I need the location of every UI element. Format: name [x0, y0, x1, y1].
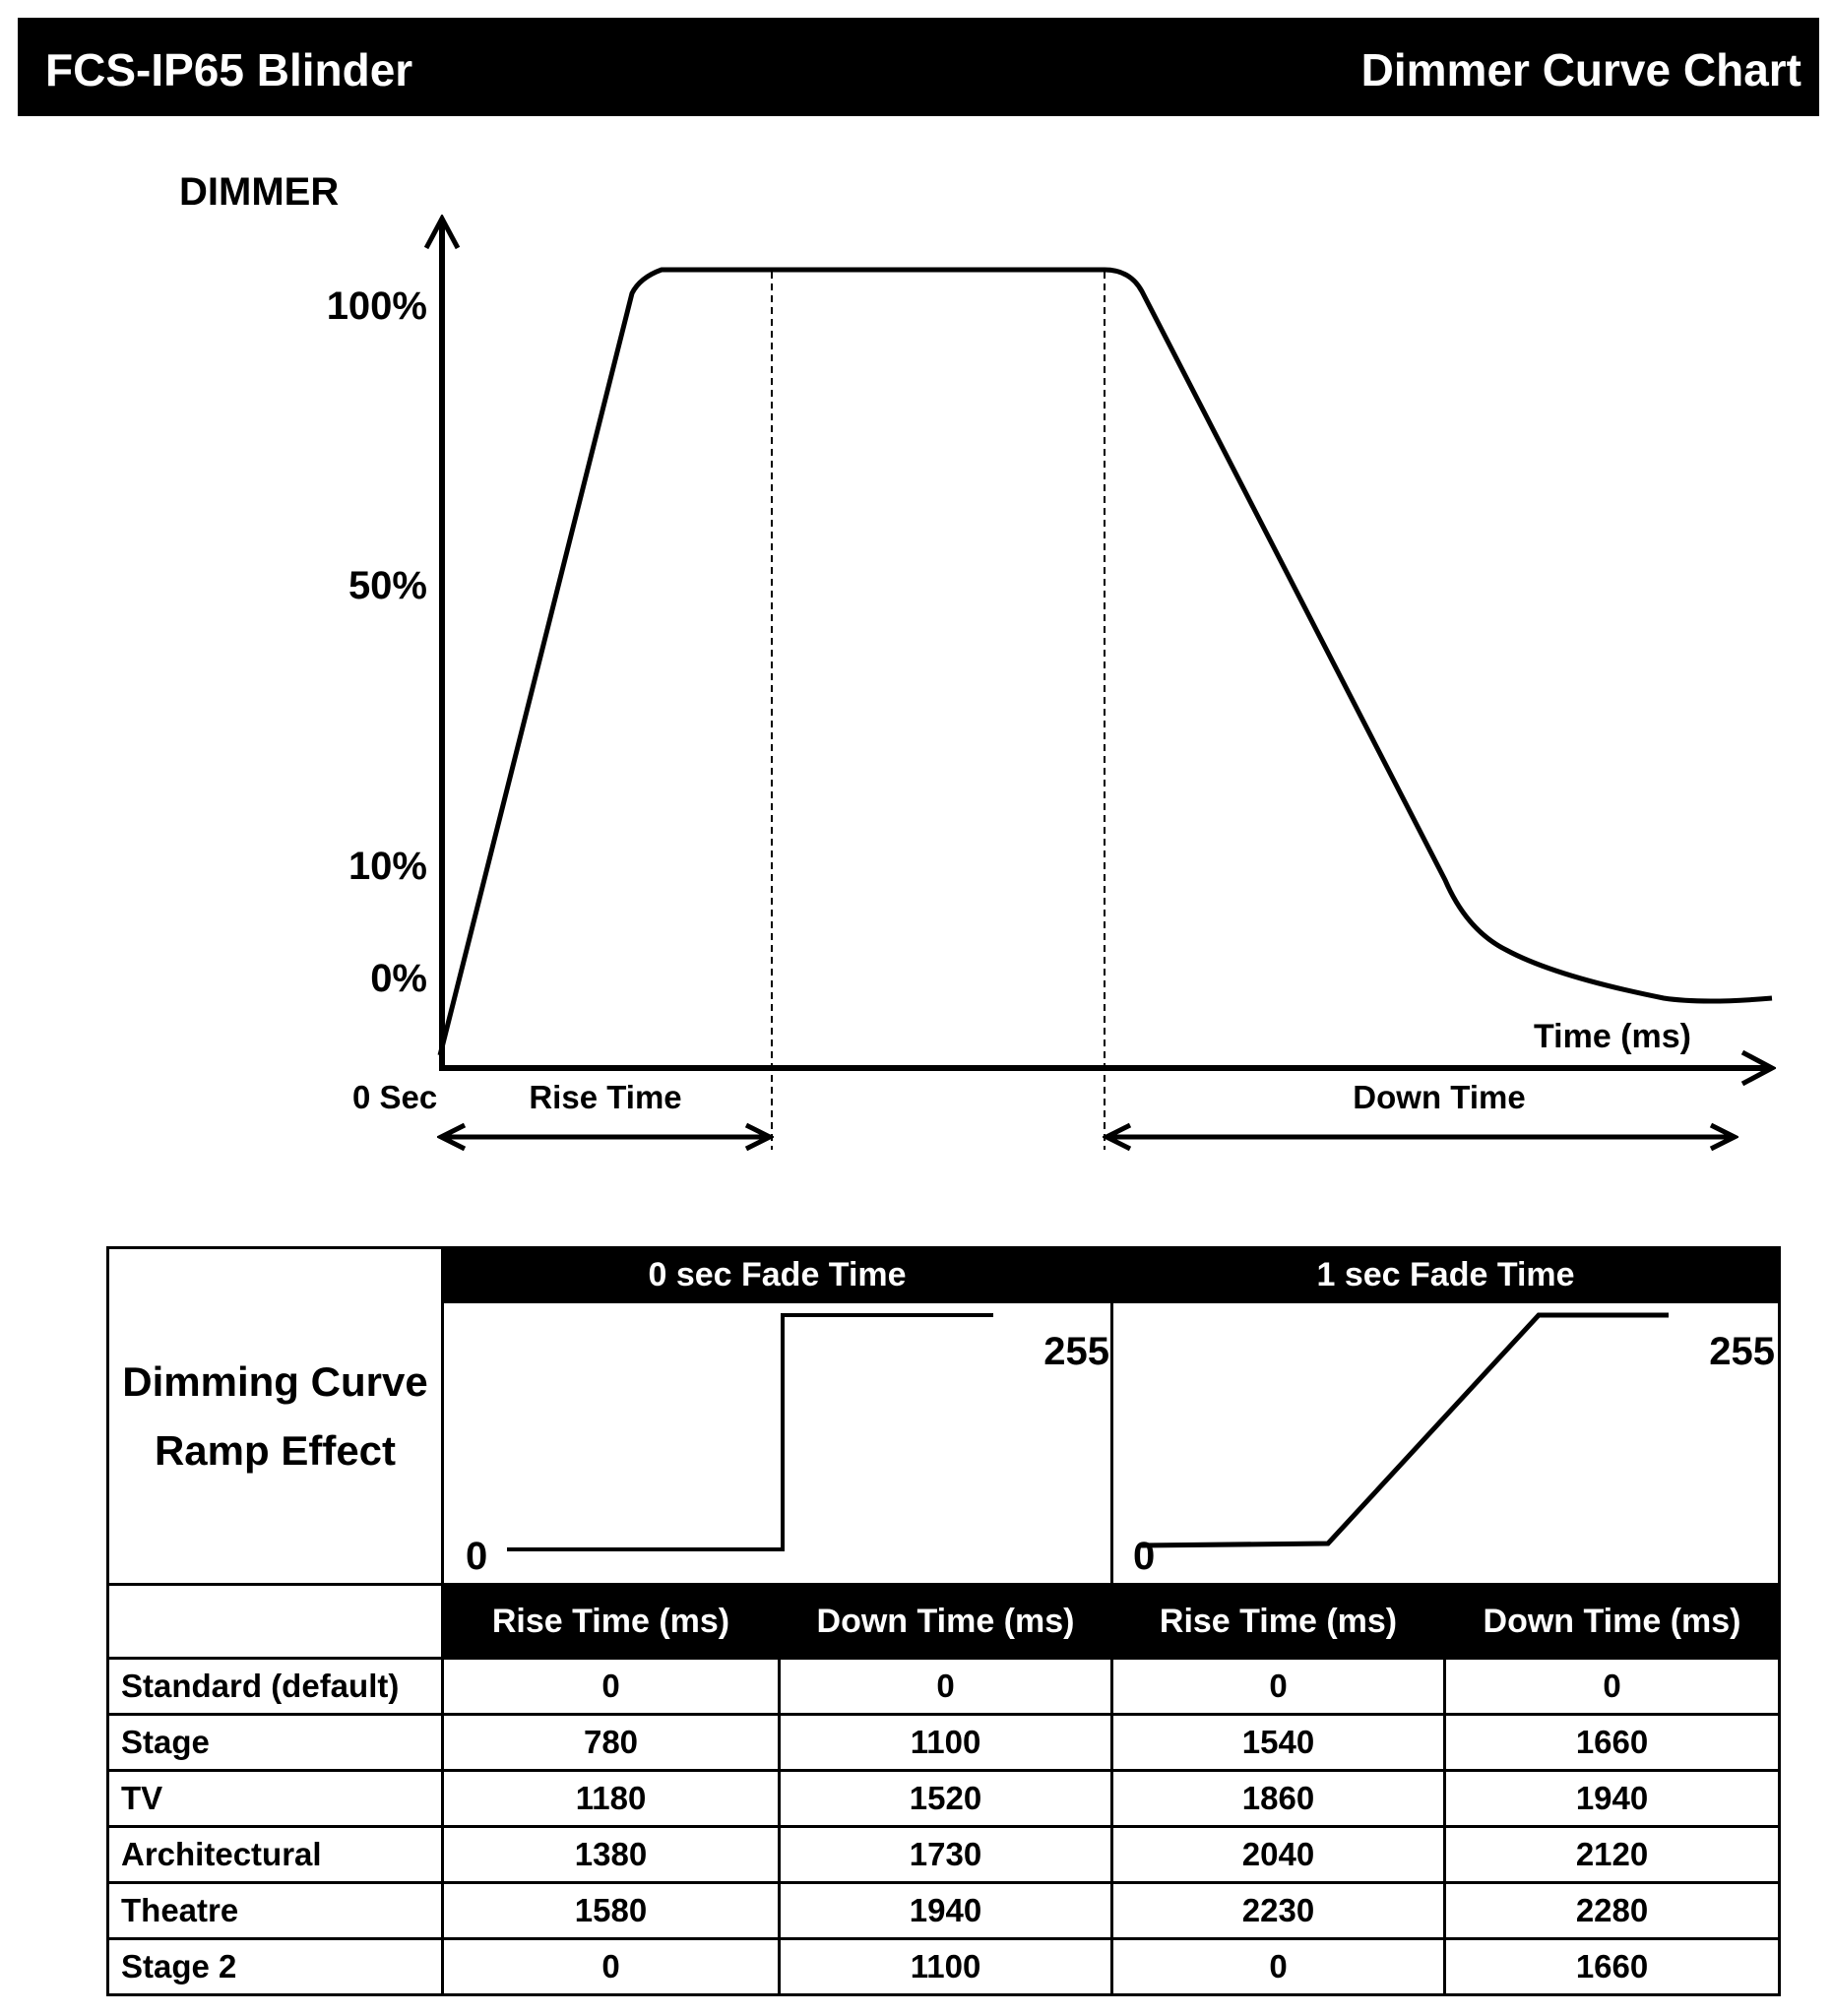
cell-value: 2120 [1445, 1827, 1780, 1883]
subheader-down-1sec: Down Time (ms) [1445, 1585, 1780, 1659]
y-tick-0: 0% [370, 957, 427, 1000]
cell-value: 1730 [780, 1827, 1112, 1883]
origin-label: 0 Sec [352, 1079, 438, 1115]
corner-label-line1: Dimming Curve [122, 1357, 428, 1405]
cell-value: 0 [1112, 1939, 1445, 1995]
curve-1sec-low-label: 0 [1133, 1535, 1156, 1578]
cell-value: 1100 [780, 1715, 1112, 1771]
cell-value: 1940 [780, 1883, 1112, 1939]
curve-0sec-low-label: 0 [466, 1535, 488, 1578]
step-curve-0sec [444, 1303, 1113, 1583]
table-row [108, 1883, 1780, 1939]
subheader-blank [108, 1585, 443, 1659]
fade-header-0sec: 0 sec Fade Time [443, 1248, 1112, 1302]
cell-value: 1540 [1112, 1715, 1445, 1771]
row-name: Architectural [108, 1827, 443, 1883]
product-title: FCS-IP65 Blinder [45, 44, 413, 95]
down-time-label: Down Time [1353, 1079, 1526, 1115]
table-row [108, 1659, 1780, 1715]
row-name: TV [108, 1771, 443, 1827]
cell-value: 1180 [443, 1771, 780, 1827]
curve-1sec-cell [1112, 1302, 1780, 1585]
row-name: Stage [108, 1715, 443, 1771]
subheader-rise-1sec: Rise Time (ms) [1112, 1585, 1445, 1659]
cell-value: 2040 [1112, 1827, 1445, 1883]
subheader-down-0sec: Down Time (ms) [780, 1585, 1112, 1659]
fade-header-1sec: 1 sec Fade Time [1112, 1248, 1780, 1302]
cell-value: 1100 [780, 1939, 1112, 1995]
cell-value: 1860 [1112, 1771, 1445, 1827]
rise-time-label: Rise Time [529, 1079, 682, 1115]
cell-value: 2280 [1445, 1883, 1780, 1939]
corner-label-line2: Ramp Effect [154, 1426, 397, 1474]
curve-0sec-cell [443, 1302, 1112, 1585]
row-name: Stage 2 [108, 1939, 443, 1995]
cell-value: 1940 [1445, 1771, 1780, 1827]
subheader-rise-0sec: Rise Time (ms) [443, 1585, 780, 1659]
y-axis-label: DIMMER [179, 170, 340, 214]
curve-1sec-high-label: 255 [1709, 1330, 1776, 1373]
ramp-effect-label [108, 1248, 443, 1585]
cell-value: 2230 [1112, 1883, 1445, 1939]
curve-0sec-high-label: 255 [1043, 1330, 1109, 1373]
cell-value: 780 [443, 1715, 780, 1771]
dimming-curve-table [106, 1246, 1781, 1996]
cell-value: 1520 [780, 1771, 1112, 1827]
y-tick-10: 10% [347, 845, 427, 888]
cell-value: 1660 [1445, 1715, 1780, 1771]
x-axis-label: Time (ms) [1534, 1018, 1691, 1055]
table-row [108, 1771, 1780, 1827]
cell-value: 1580 [443, 1883, 780, 1939]
table-row [108, 1827, 1780, 1883]
cell-value: 0 [443, 1939, 780, 1995]
ramp-curve-1sec [1113, 1303, 1779, 1583]
table-row [108, 1939, 1780, 1995]
y-tick-100: 100% [326, 284, 427, 328]
cell-value: 0 [443, 1659, 780, 1715]
row-name: Theatre [108, 1883, 443, 1939]
cell-value: 1380 [443, 1827, 780, 1883]
cell-value: 0 [1445, 1659, 1780, 1715]
cell-value: 0 [1112, 1659, 1445, 1715]
row-name: Standard (default) [108, 1659, 443, 1715]
y-tick-50: 50% [347, 564, 427, 607]
chart-title: Dimmer Curve Chart [1360, 44, 1801, 95]
cell-value: 1660 [1445, 1939, 1780, 1995]
table-row [108, 1715, 1780, 1771]
cell-value: 0 [780, 1659, 1112, 1715]
dimmer-curve-line [440, 270, 1772, 1055]
